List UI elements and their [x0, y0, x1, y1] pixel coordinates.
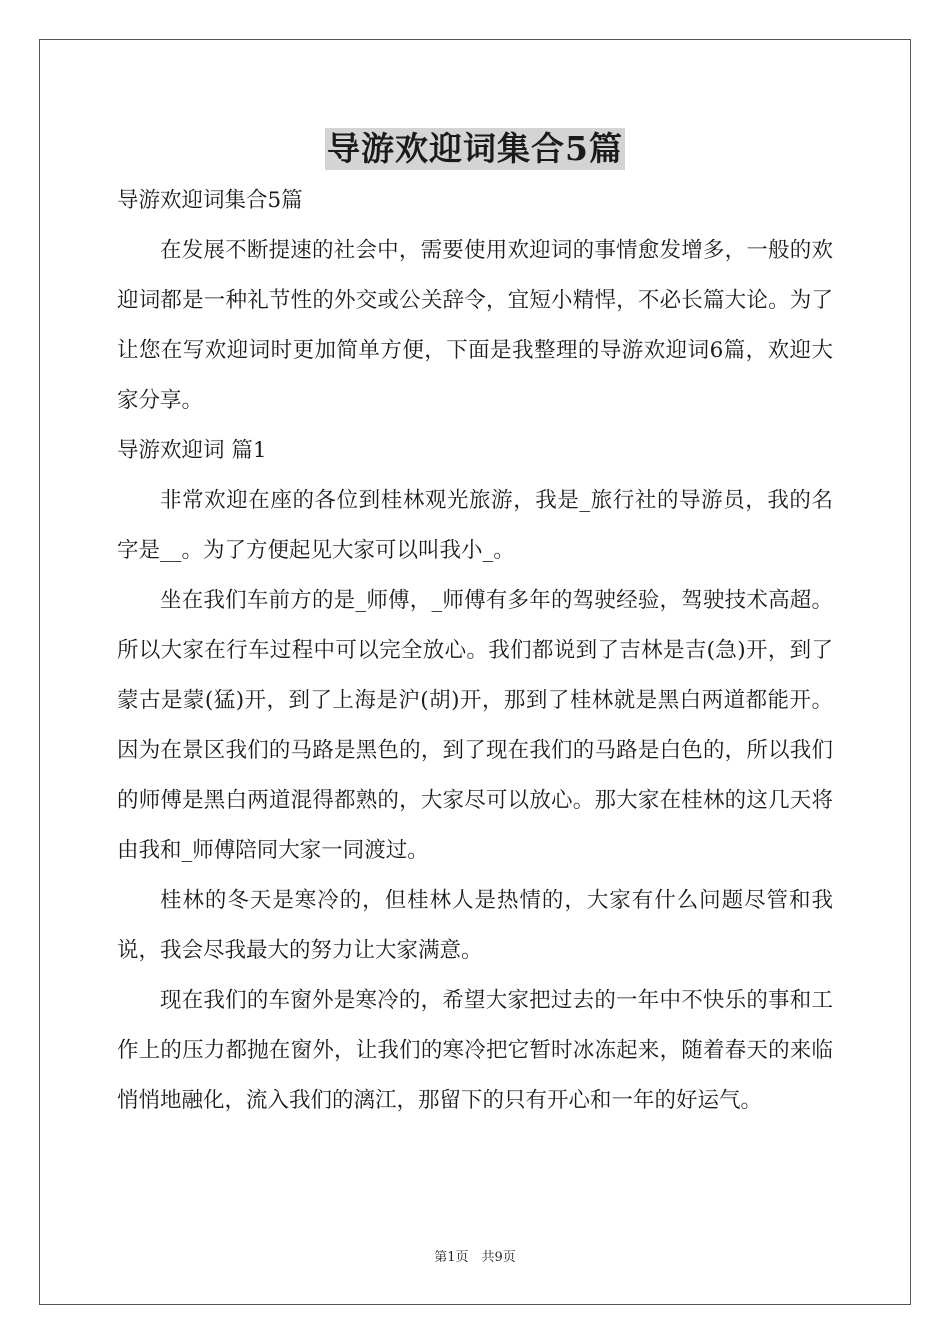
paragraph: 在发展不断提速的社会中，需要使用欢迎词的事情愈发增多，一般的欢迎词都是一种礼节性的外交或公关辞令，宜短小精悍，不必长篇大论。为了让您在写欢迎词时更加简单方便，下面是我整理的导游欢迎词6篇，欢迎大家分享。 — [117, 238, 833, 413]
page-footer: 第1页 共9页 — [434, 1250, 516, 1265]
paragraph: 导游欢迎词集合5篇 — [117, 188, 303, 213]
paragraph: 现在我们的车窗外是寒冷的，希望大家把过去的一年中不快乐的事和工作上的压力都抛在窗外，让我们的寒冷把它暂时冰冻起来，随着春天的来临悄悄地融化，流入我们的漓江，那留下的只有开心和一年的好运气。 — [117, 988, 833, 1113]
title-wrap — [0, 128, 950, 170]
document-title: 导游欢迎词集合5篇 — [327, 129, 623, 168]
section-heading: 导游欢迎词 篇1 — [117, 438, 267, 463]
paragraph: 非常欢迎在座的各位到桂林观光旅游，我是_旅行社的导游员，我的名字是__。为了方便起见大家可以叫我小_。 — [117, 488, 833, 563]
document-body — [117, 176, 833, 1126]
paragraph: 坐在我们车前方的是_师傅，_师傅有多年的驾驶经验，驾驶技术高超。所以大家在行车过程中可以完全放心。我们都说到了吉林是吉(急)开，到了蒙古是蒙(猛)开，到了上海是沪(胡)开，那到了桂林就是黑白两道都能开。因为在景区我们的马路是黑色的，到了现在我们的马路是白色的，所以我们的师傅是黑白两道混得都熟的，大家尽可以放心。那大家在桂林的这几天将由我和_师傅陪同大家一同渡过。 — [117, 588, 833, 863]
paragraph: 桂林的冬天是寒冷的，但桂林人是热情的，大家有什么问题尽管和我说，我会尽我最大的努力让大家满意。 — [117, 888, 833, 963]
